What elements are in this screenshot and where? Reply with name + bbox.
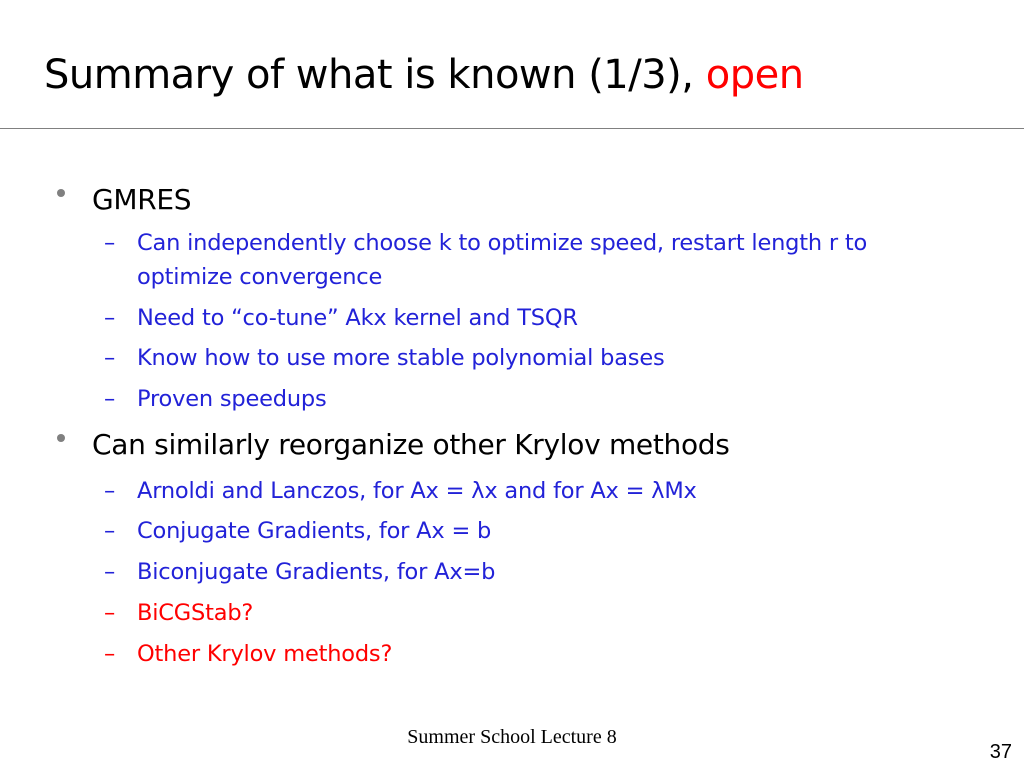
dash-icon: –	[104, 386, 116, 412]
dash-icon: –	[104, 230, 116, 256]
dash-icon: –	[104, 600, 116, 626]
sub-bullet-text: BiCGStab?	[137, 600, 254, 626]
sub-bullet-text: Biconjugate Gradients, for Ax=b	[137, 559, 496, 585]
sub-bullet-text: Proven speedups	[137, 386, 327, 412]
sub-bullet-text: Can independently choose k to optimize speed, restart length r to optimize convergence	[137, 230, 868, 290]
dash-icon: –	[104, 345, 116, 371]
sub-bullet-text: Know how to use more stable polynomial bases	[137, 345, 665, 371]
bullet-gmres	[92, 183, 191, 216]
sub-bullet	[104, 301, 947, 335]
sub-bullet-text: Arnoldi and Lanczos, for Ax = λx and for Ax = λMx	[137, 478, 697, 504]
sub-bullet	[104, 226, 947, 294]
dash-icon: –	[104, 641, 116, 667]
dash-icon: –	[104, 305, 116, 331]
bullet-krylov	[92, 428, 730, 461]
sub-bullet	[104, 382, 947, 416]
page-number: 37	[989, 741, 1012, 763]
sub-bullet-text: Conjugate Gradients, for Ax = b	[137, 518, 492, 544]
sub-bullet	[104, 474, 947, 508]
title-accent-text: open	[705, 52, 804, 98]
bullet-dot-icon	[57, 434, 65, 442]
dash-icon: –	[104, 478, 116, 504]
sub-bullet	[104, 555, 947, 589]
slide-title	[44, 52, 804, 98]
bullet-text: GMRES	[92, 183, 192, 216]
sub-bullet-open	[104, 596, 947, 630]
slide-footer: Summer School Lecture 8	[407, 726, 617, 748]
bullet-dot-icon	[57, 189, 65, 197]
bullet-text: Can similarly reorganize other Krylov methods	[92, 428, 730, 461]
title-divider	[0, 128, 1024, 129]
dash-icon: –	[104, 559, 116, 585]
sub-bullet-open	[104, 637, 947, 671]
sub-bullet	[104, 341, 947, 375]
sub-bullet	[104, 514, 947, 548]
sub-bullet-text: Other Krylov methods?	[137, 641, 393, 667]
dash-icon: –	[104, 518, 116, 544]
title-text: Summary of what is known (1/3),	[44, 52, 706, 98]
sub-bullet-text: Need to “co-tune” Akx kernel and TSQR	[137, 305, 578, 331]
